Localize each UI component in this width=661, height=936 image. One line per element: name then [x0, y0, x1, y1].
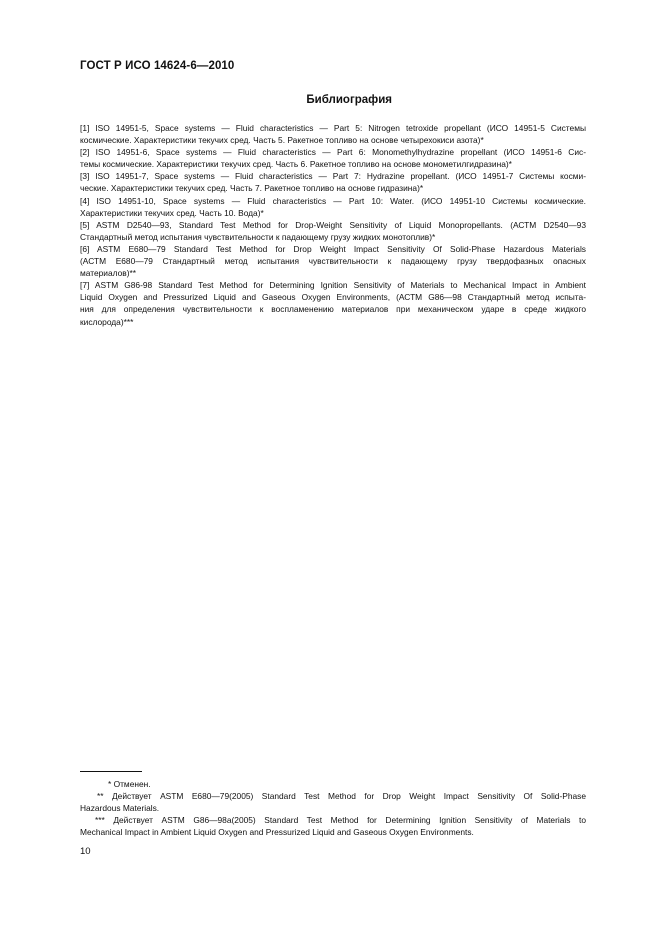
entry-line: материалов)** [80, 268, 137, 279]
footnote-2-line: ** Действует ASTM E680—79(2005) Standard Test Method for Drop Weight Impact Sensitivity Of Solid-Phase [97, 791, 586, 801]
entry-line: Характеристики текучих сред. Часть 10. Вода)* [80, 207, 264, 218]
entry-line: (АСТМ E680—79 Стандартный метод испытания чувствительности к падающему грузу твердофазных опасных [80, 256, 586, 267]
bibliography-entry-1 [80, 122, 586, 146]
entry-line: Стандартный метод испытания чувствительности к падающему грузу жидких монотоплив)* [80, 231, 436, 242]
footnote-separator [80, 771, 142, 772]
footnote-3-line: Mechanical Impact in Ambient Liquid Oxygen and Pressurized Liquid and Gaseous Oxygen Environments. [80, 827, 474, 837]
section-title [80, 94, 585, 106]
entry-line: [7] ASTM G86-98 Standard Test Method for Determining Ignition Sensitivity of Materials to Mechanical Impact in Ambient [80, 280, 586, 291]
page-number: 10 [80, 846, 91, 857]
bibliography-entry-7 [80, 279, 586, 327]
bibliography-heading: Библиография [306, 94, 392, 106]
entry-line: ния для определения чувствительности к воспламенению материалов при механическом ударе в среде жидкого [80, 304, 586, 315]
footnote-3-line: *** Действует ASTM G86—98a(2005) Standard Test Method for Determining Ignition Sensitivity of Materials to [95, 815, 586, 825]
bibliography-entry-2 [80, 146, 586, 170]
entry-line: [4] ISO 14951-10, Space systems — Fluid characteristics — Part 10: Water. (ИСО 14951-10 Системы космические. [80, 195, 586, 206]
entry-line: [5] ASTM D2540—93, Standard Test Method for Drop-Weight Sensitivity of Liquid Monopropellants. (АСТМ D2540—93 [80, 219, 586, 230]
footnote-2-line: Hazardous Materials. [80, 803, 160, 813]
entry-line: [1] ISO 14951-5, Space systems — Fluid characteristics — Part 5: Nitrogen tetroxide propellant (ИСО 14951-5 Системы [80, 123, 586, 133]
bibliography-entry-6 [80, 243, 586, 279]
footnote-1: * Отменен. [108, 779, 151, 789]
document-code-header: ГОСТ Р ИСО 14624-6—2010 [80, 60, 235, 72]
bibliography-entry-3 [80, 170, 586, 194]
entry-line: [3] ISO 14951-7, Space systems — Fluid characteristics — Part 7: Hydrazine propellant. (ИСО 14951-7 Системы косми- [80, 171, 586, 182]
footnotes [80, 778, 586, 838]
entry-line: темы космические. Характеристики текучих сред. Часть 6. Ракетное топливо на основе монометилгидразина)* [80, 159, 512, 170]
entry-line: Liquid Oxygen and Pressurized Liquid and Gaseous Oxygen Environments, (АСТМ G86—98 Стандартный метод испыта- [80, 292, 586, 303]
entry-line: ческие. Характеристики текучих сред. Часть 7. Ракетное топливо на основе гидразина)* [80, 183, 424, 194]
entry-line: кислорода)*** [80, 316, 134, 327]
bibliography-entry-4 [80, 195, 586, 219]
entry-line: [6] ASTM E680—79 Standard Test Method for Drop Weight Impact Sensitivity Of Solid-Phase Hazardous Materials [80, 243, 586, 254]
bibliography-list [80, 122, 586, 328]
entry-line: [2] ISO 14951-6, Space systems — Fluid characteristics — Part 6: Monomethylhydrazine propellant (ИСО 14951-6 Сис- [80, 147, 586, 158]
entry-line: космические. Характеристики текучих сред. Часть 5. Ракетное топливо на основе четырехокиси азота)* [80, 135, 484, 146]
bibliography-entry-5 [80, 219, 586, 243]
